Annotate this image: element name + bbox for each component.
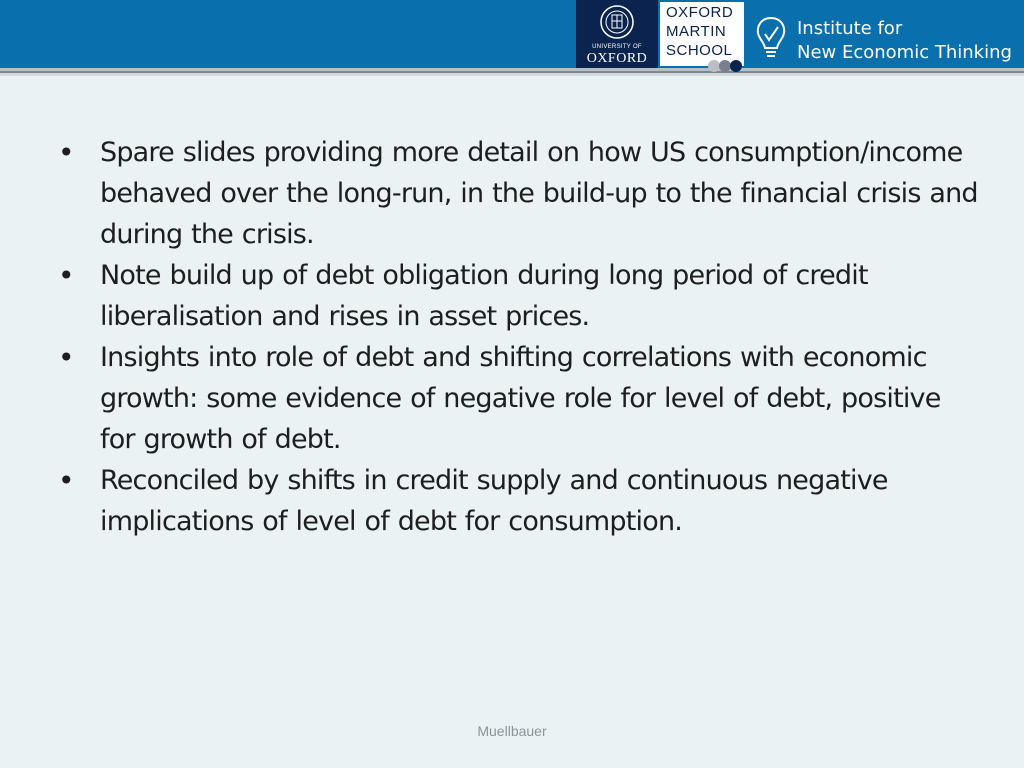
bullet-marker: •: [58, 341, 75, 374]
bullet-item: [58, 337, 978, 460]
lightbulb-icon: [752, 14, 790, 60]
bullet-text: Note build up of debt obligation during long period of credit liberalisation and rises in asset prices.: [100, 260, 868, 332]
bullet-item: [58, 132, 978, 255]
inet-title-line-2: New Economic Thinking: [797, 42, 1012, 63]
footer-author: Muellbauer: [477, 723, 547, 739]
oxford-logo-small-text: UNIVERSITY OF: [592, 44, 642, 50]
bullet-text: Reconciled by shifts in credit supply and continuous negative implications of level of debt for consumption.: [100, 465, 888, 537]
oxford-logo-wordmark: OXFORD: [586, 51, 648, 66]
oxford-martin-school-logo: [660, 2, 744, 66]
oxford-crest-icon: [600, 3, 634, 43]
oms-line-2: MARTIN: [666, 23, 727, 40]
university-of-oxford-logo: [576, 0, 658, 68]
oms-line-3: SCHOOL: [666, 42, 733, 59]
oms-line-1: OXFORD: [666, 4, 734, 21]
bullet-text: Insights into role of debt and shifting correlations with economic growth: some evidence of negative role for level of debt, positive for growth of debt.: [100, 342, 941, 455]
oms-dots-icon: [706, 58, 746, 74]
bullet-item: [58, 460, 978, 542]
bullet-item: [58, 255, 978, 337]
inet-title-line-1: Institute for: [797, 18, 903, 39]
bullet-text: Spare slides providing more detail on how US consumption/income behaved over the long-run, in the build-up to the financial crisis and during the crisis.: [100, 137, 978, 250]
bullet-marker: •: [58, 464, 75, 497]
bullet-list: [58, 132, 978, 542]
header-divider-light: [0, 73, 1024, 76]
bullet-marker: •: [58, 136, 75, 169]
bullet-marker: •: [58, 259, 75, 292]
